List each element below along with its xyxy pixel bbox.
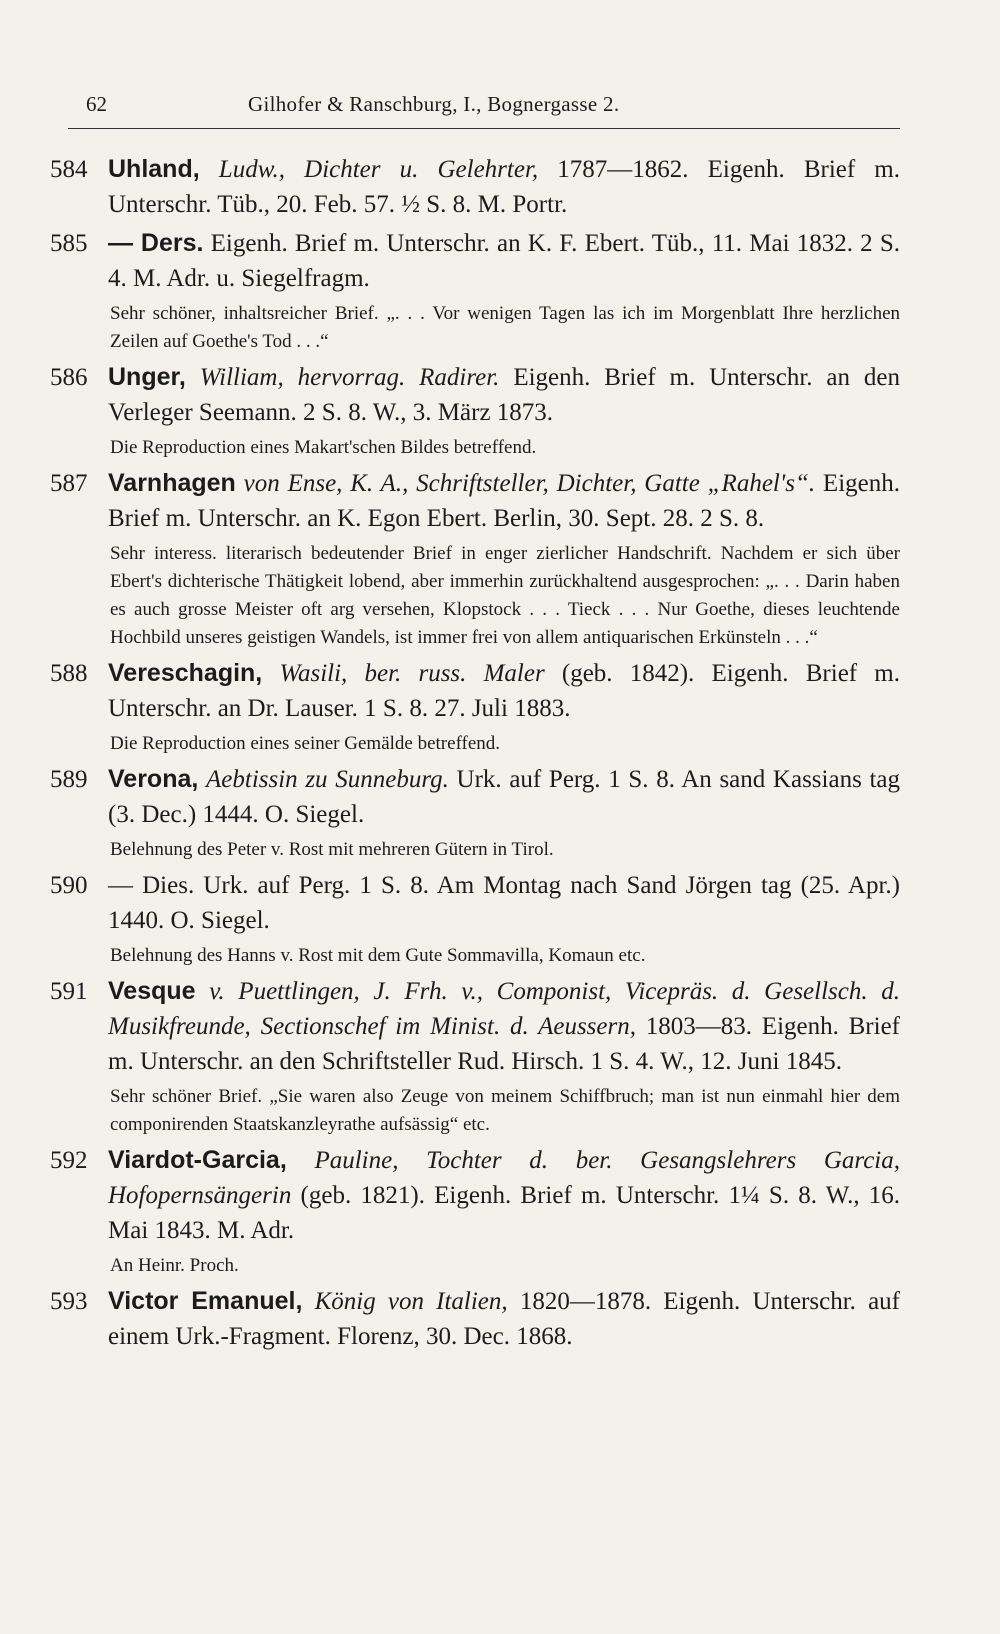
entry-number: 591 bbox=[50, 978, 88, 1005]
entry-name: Victor Emanuel, bbox=[108, 1287, 303, 1315]
entry-text bbox=[108, 656, 900, 726]
page-title: Gilhofer & Ranschburg, I., Bognergasse 2. bbox=[248, 92, 620, 116]
entry-description: Wasili, ber. russ. Maler bbox=[279, 660, 545, 687]
entry-text bbox=[108, 868, 900, 938]
entry-note: Belehnung des Hanns v. Rost mit dem Gute Sommavilla, Komaun etc. bbox=[110, 945, 646, 966]
entry-description: Aebtissin zu Sunneburg. bbox=[206, 766, 449, 793]
entry-description: v. Puettlingen, J. Frh. v., Componist, Vicepräs. d. Gesellsch. d. Musikfreunde, Sectionschef im Minist. d. Aeussern, bbox=[108, 978, 900, 1040]
page-number: 62 bbox=[86, 92, 107, 116]
entry-text bbox=[108, 466, 900, 536]
entry-details: Eigenh. Brief m. Unterschr. an den Verleger Seemann. 2 S. 8. W., 3. März 1873. bbox=[108, 364, 900, 426]
entry-name: Vereschagin, bbox=[108, 659, 263, 687]
entry-name: Verona, bbox=[108, 765, 199, 793]
entry-name: Viardot-Garcia, bbox=[108, 1146, 287, 1174]
catalog-entry bbox=[50, 226, 900, 356]
entry-note: Sehr interess. literarisch bedeutender Brief in enger zierlicher Handschrift. Nachdem er sich über Ebert's dichterische Thätigkeit lobend, aber immerhin zurückhaltend ausgesprochen: „. . . Darin haben es auch grosse Meister oft arg versehen, Klopstock . . . Tieck . . . Nur Goethe, dieses leuchtende Hochbild unseres geistigen Wandels, ist immer frei von allem antiquarischen Erkünsteln . . .“ bbox=[110, 543, 900, 648]
catalog-entry bbox=[50, 1284, 900, 1354]
entry-description: Pauline, Tochter d. ber. Gesangslehrers Garcia, Hofopernsängerin bbox=[108, 1147, 900, 1209]
entry-number: 586 bbox=[50, 364, 88, 391]
catalog-entry bbox=[50, 656, 900, 758]
entry-details: 1820—1878. Eigenh. Unterschr. auf einem Urk.-Fragment. Florenz, 30. Dec. 1868. bbox=[108, 1288, 900, 1350]
entry-details: (geb. 1821). Eigenh. Brief m. Unterschr. 1¼ S. 8. W., 16. Mai 1843. M. Adr. bbox=[108, 1182, 901, 1244]
entry-note: An Heinr. Proch. bbox=[110, 1255, 239, 1276]
entry-text bbox=[108, 974, 900, 1079]
page-header bbox=[68, 92, 900, 122]
entry-details: Urk. auf Perg. 1 S. 8. An sand Kassians tag (3. Dec.) 1444. O. Siegel. bbox=[108, 766, 901, 828]
entry-name: Uhland, bbox=[108, 155, 200, 183]
catalog-entry bbox=[50, 152, 900, 222]
entry-note: Die Reproduction eines Makart'schen Bildes betreffend. bbox=[110, 437, 537, 458]
entry-name: Unger, bbox=[108, 363, 186, 391]
entry-text bbox=[108, 1284, 900, 1354]
entry-text bbox=[108, 152, 900, 222]
entry-note: Die Reproduction eines seiner Gemälde betreffend. bbox=[110, 733, 501, 754]
entry-number: 593 bbox=[50, 1288, 88, 1315]
entry-details: Eigenh. Brief m. Unterschr. an K. F. Ebert. Tüb., 11. Mai 1832. 2 S. 4. M. Adr. u. Siegelfragm. bbox=[108, 230, 901, 292]
entry-note: Sehr schöner Brief. „Sie waren also Zeuge von meinem Schiffbruch; man ist nun einmahl hier dem componirenden Staatskanzleyrathe aufsässig“ etc. bbox=[110, 1086, 900, 1135]
entry-number: 588 bbox=[50, 660, 88, 687]
entry-note: Sehr schöner, inhaltsreicher Brief. „. . . Vor wenigen Tagen las ich im Morgenblatt Ihre herzlichen Zeilen auf Goethe's Tod . . .“ bbox=[110, 303, 900, 352]
header-rule bbox=[68, 128, 900, 129]
entry-details: (geb. 1842). Eigenh. Brief m. Unterschr. an Dr. Lauser. 1 S. 8. 27. Juli 1883. bbox=[108, 660, 900, 722]
entry-description: Ludw., Dichter u. Gelehrter, bbox=[218, 156, 539, 183]
entry-list bbox=[50, 152, 900, 1358]
entry-note: Belehnung des Peter v. Rost mit mehreren Gütern in Tirol. bbox=[110, 839, 554, 860]
entry-text bbox=[108, 762, 900, 832]
entry-number: 585 bbox=[50, 230, 88, 257]
entry-number: 587 bbox=[50, 470, 88, 497]
catalog-entry bbox=[50, 360, 900, 462]
entry-text bbox=[108, 226, 900, 296]
entry-number: 592 bbox=[50, 1147, 88, 1174]
entry-name: — Ders. bbox=[108, 229, 204, 257]
entry-number: 590 bbox=[50, 872, 88, 899]
entry-description: William, hervorrag. Radirer. bbox=[199, 364, 500, 391]
entry-number: 584 bbox=[50, 156, 88, 183]
catalog-entry bbox=[50, 974, 900, 1139]
entry-text bbox=[108, 360, 900, 430]
entry-name: Varnhagen bbox=[108, 469, 236, 497]
entry-details: — Dies. Urk. auf Perg. 1 S. 8. Am Montag nach Sand Jörgen tag (25. Apr.) 1440. O. Siegel. bbox=[108, 872, 900, 934]
catalog-entry bbox=[50, 762, 900, 864]
entry-number: 589 bbox=[50, 766, 88, 793]
catalog-entry bbox=[50, 466, 900, 652]
entry-description: von Ense, K. A., Schriftsteller, Dichter, Gatte „Rahel's“. bbox=[243, 470, 816, 497]
entry-description: König von Italien, bbox=[314, 1288, 508, 1315]
catalog-entry bbox=[50, 1143, 900, 1280]
entry-name: Vesque bbox=[108, 977, 196, 1005]
catalog-entry bbox=[50, 868, 900, 970]
entry-details: 1803—83. Eigenh. Brief m. Unterschr. an den Schriftsteller Rud. Hirsch. 1 S. 4. W., 12. Juni 1845. bbox=[108, 1013, 901, 1075]
entry-details: 1787—1862. Eigenh. Brief m. Unterschr. Tüb., 20. Feb. 57. ½ S. 8. M. Portr. bbox=[108, 156, 901, 218]
entry-details: Eigenh. Brief m. Unterschr. an K. Egon Ebert. Berlin, 30. Sept. 28. 2 S. 8. bbox=[108, 470, 900, 532]
entry-text bbox=[108, 1143, 900, 1248]
